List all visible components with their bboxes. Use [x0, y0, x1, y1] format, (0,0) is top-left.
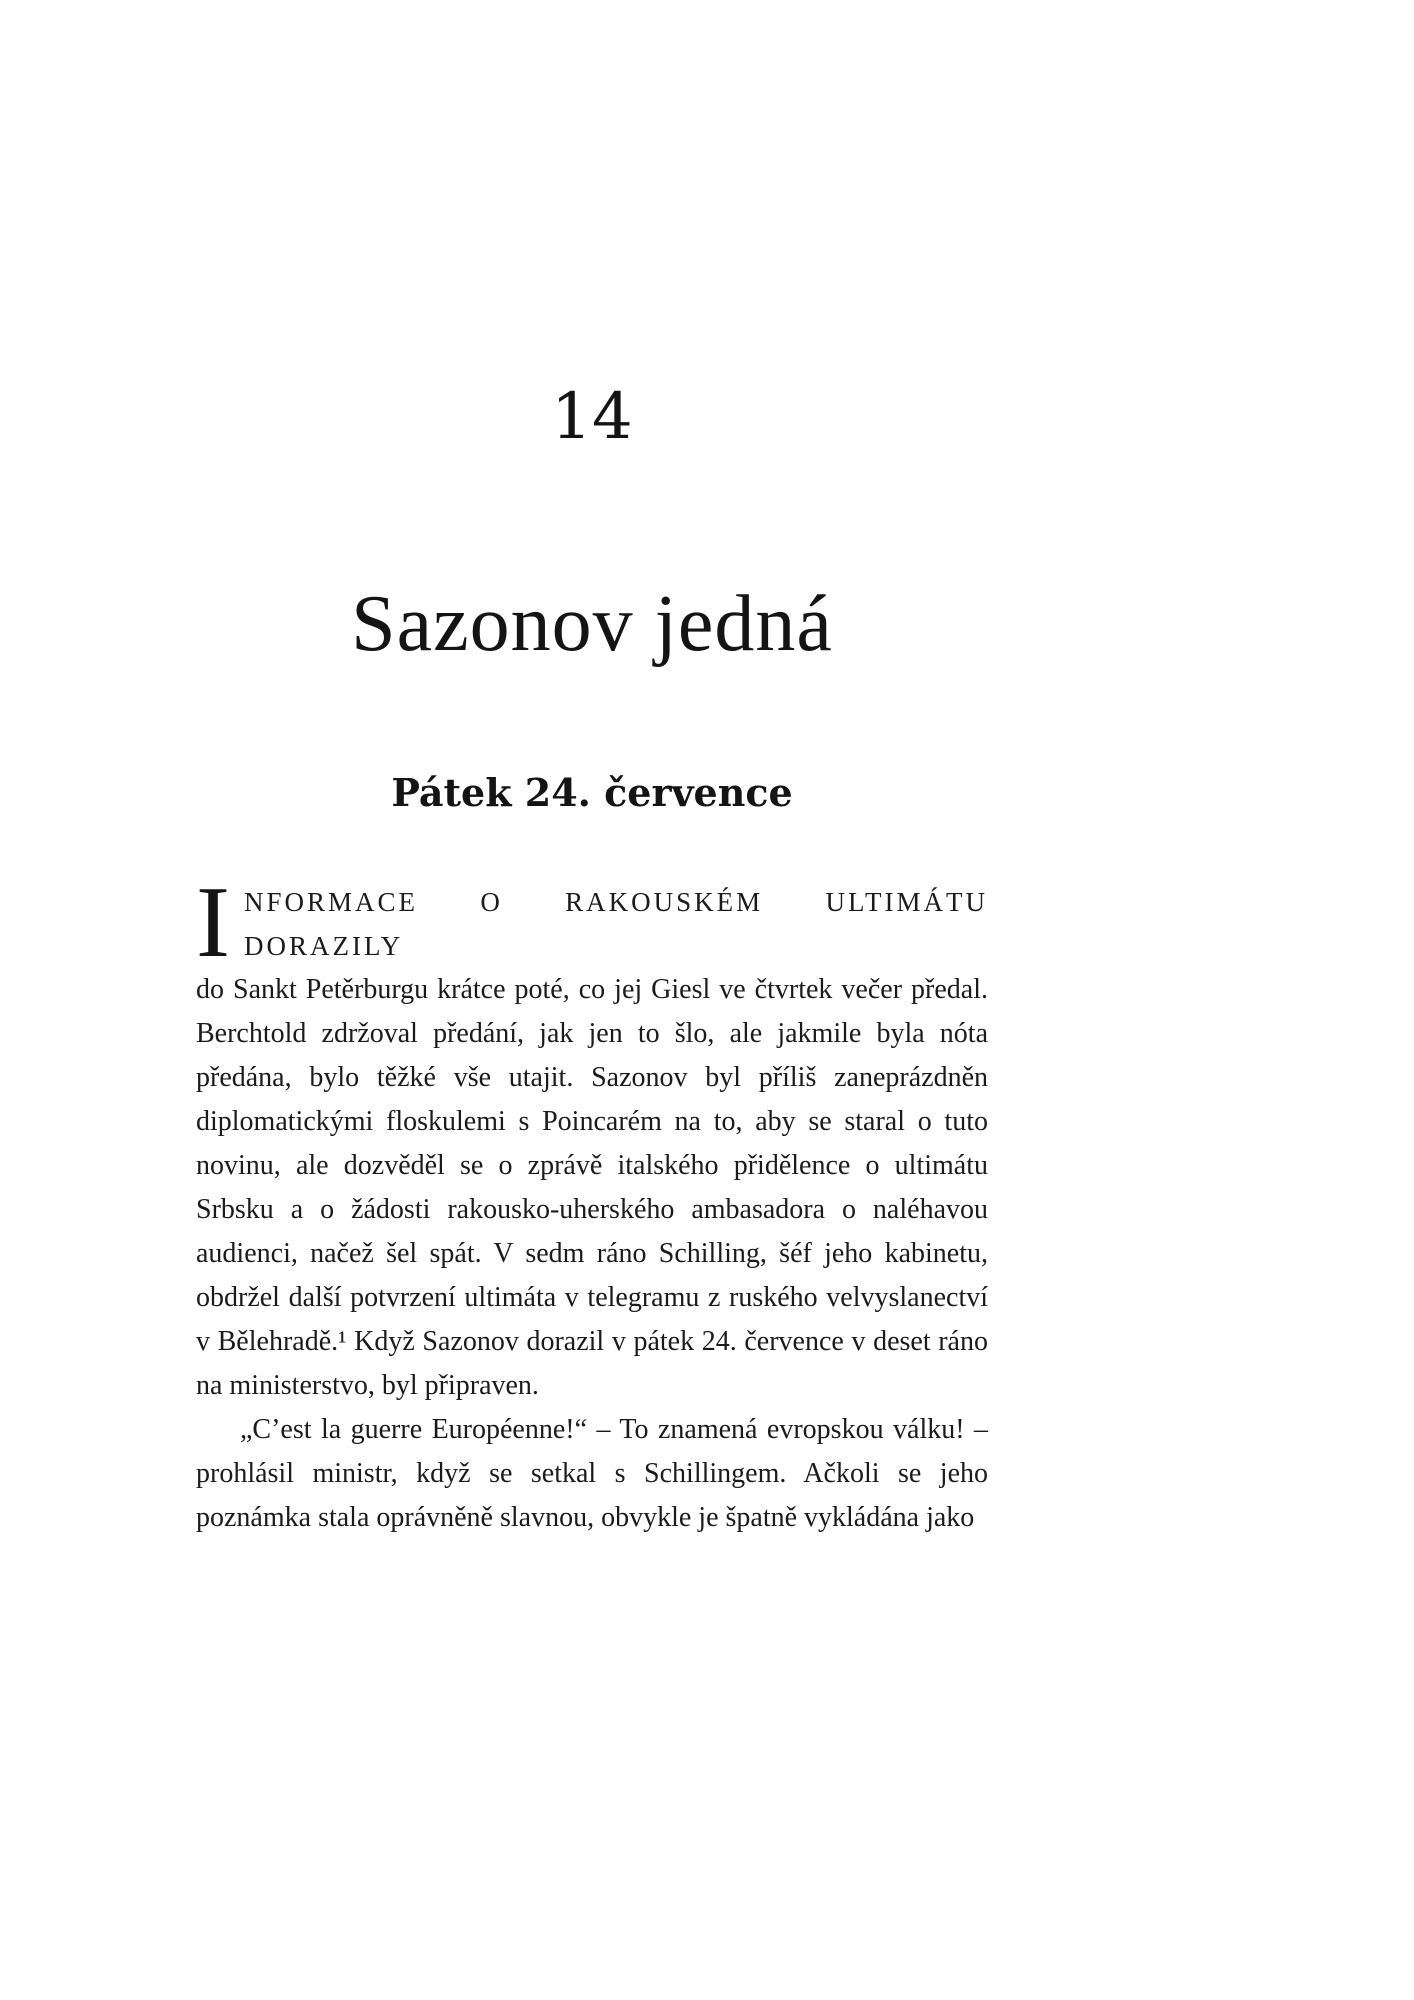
paragraph-first-text: do Sankt Petěrburgu krátce poté, co jej Giesl ve čtvrtek večer předal. Berchtold zdržoval předání, jak jen to šlo, ale jakmile byla nóta předána, bylo těžké vše utajit. Sazonov byl příliš zaneprázdněn diplomatickými floskulemi s Poincarém na to, aby se staral o tuto novinu, ale dozvěděl se o zprávě italského přidělence o ultimátu Srbsku a o žádosti rakousko-uherského ambasadora o naléhavou audienci, načež šel spát. V sedm ráno Schilling, šéf jeho kabinetu, obdržel další potvrzení ultimáta v telegramu z ruského velvyslanectví v Bělehradě.¹ Když Sazonov dorazil v pátek 24. července v deset ráno na ministerstvo, byl připraven.	[196, 973, 988, 1401]
content-column	[196, 0, 988, 1540]
chapter-subtitle: Pátek 24. července	[391, 770, 793, 816]
body-text	[196, 865, 988, 1540]
paragraph-second	[196, 1408, 988, 1540]
chapter-title: Sazonov jedná	[351, 580, 833, 669]
paragraph-second-text: „C’est la guerre Européenne!“ – To znamená evropskou válku! – prohlásil ministr, když se setkal s Schillingem. Ačkoli se jeho poznámka stala oprávněně slavnou, obvykle je špatně vykládána jako	[196, 1413, 988, 1533]
chapter-number: 14	[551, 380, 633, 454]
drop-cap: I	[196, 865, 230, 979]
lead-in-caps: NFORMACE O RAKOUSKÉM ULTIMÁTU DORAZILY	[243, 886, 988, 961]
paragraph-first	[196, 865, 988, 1408]
